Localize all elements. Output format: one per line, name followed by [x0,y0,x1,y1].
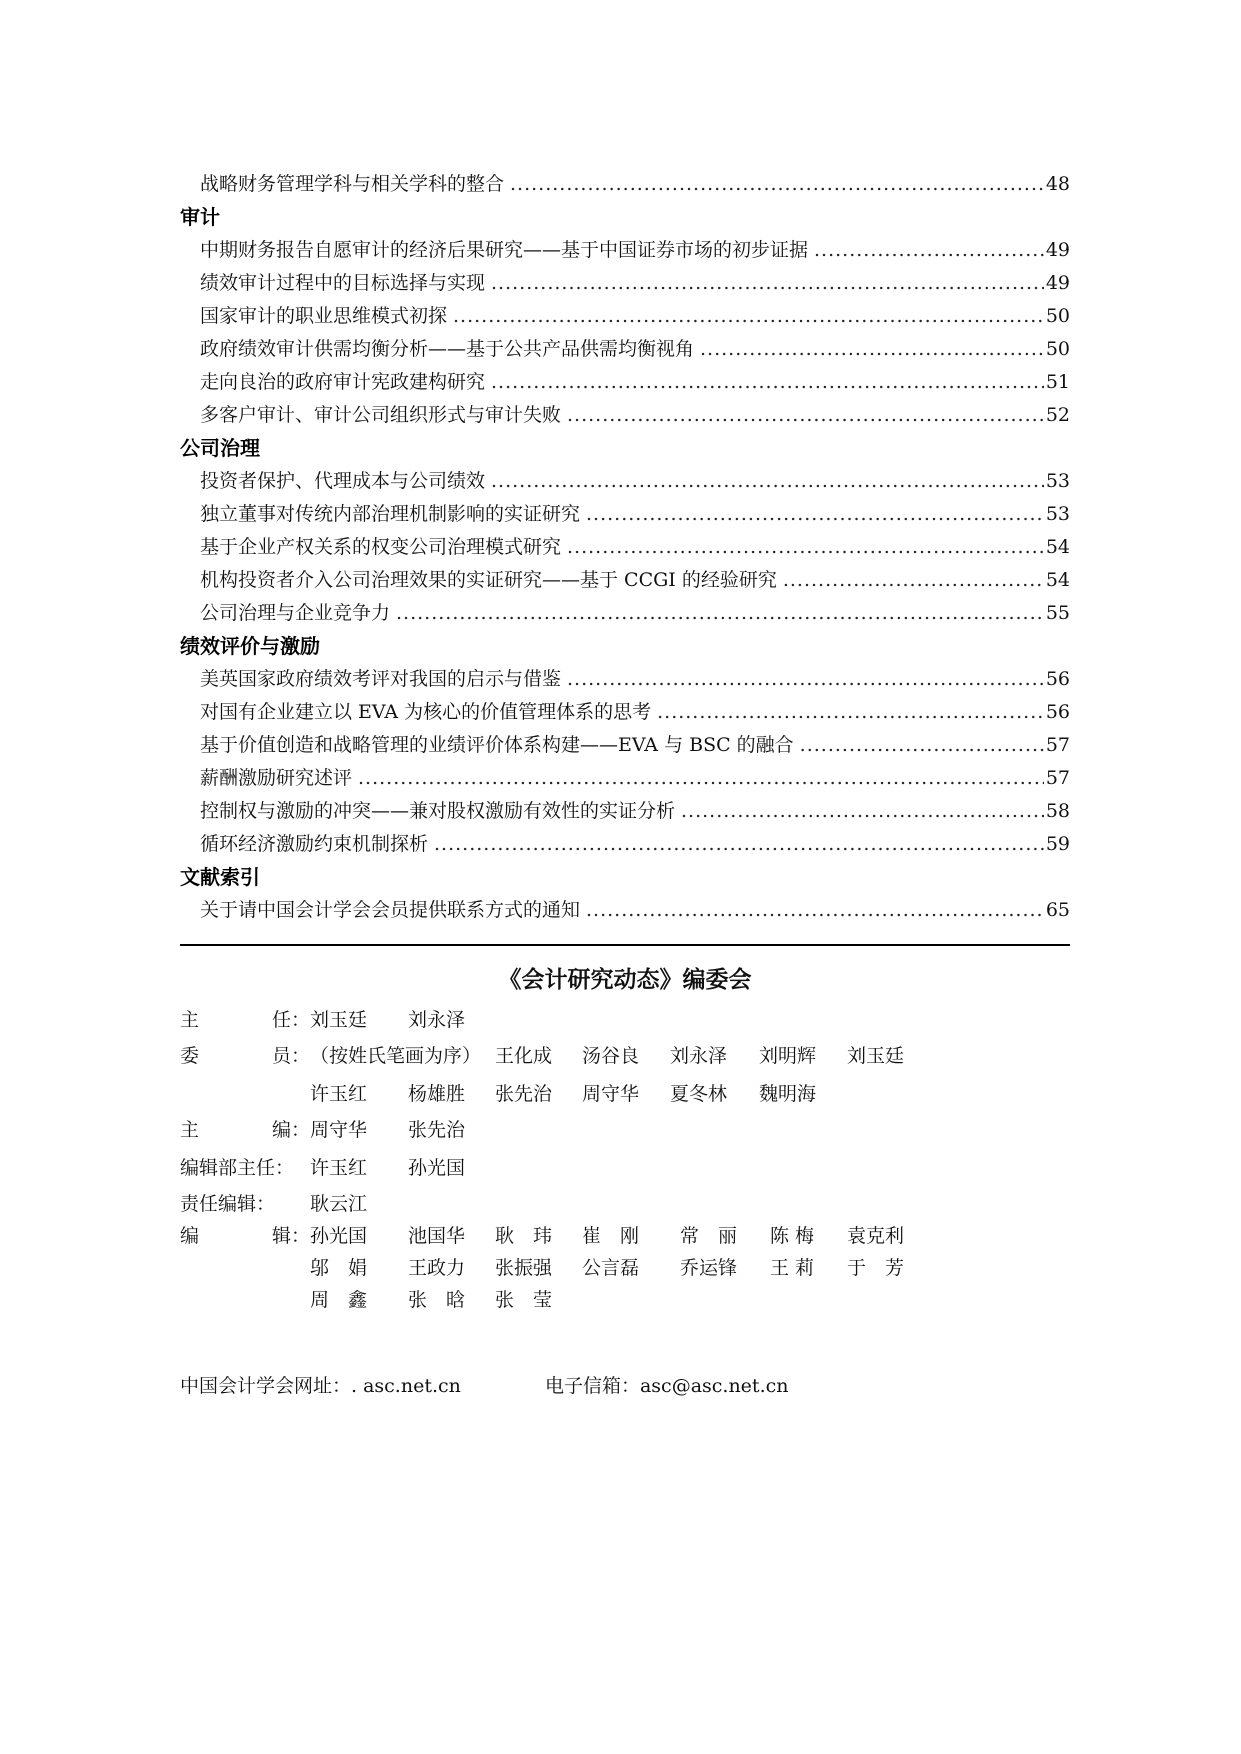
toc-page-number: 53 [1045,503,1070,525]
website-text: 中国会计学会网址：. asc.net.cn [180,1375,461,1397]
toc-entry [180,399,1070,432]
dot-leader [396,597,1044,630]
toc-page-number: 50 [1045,305,1070,327]
board-name: 常 丽 [680,1225,738,1247]
toc-entry [180,267,1070,300]
board-name: 邬 娟 [310,1257,368,1279]
board-name: 乔运锋 [680,1257,738,1279]
dot-leader [567,531,1044,564]
toc-entry-title: 国家审计的职业思维模式初探 [200,305,448,327]
director-label: 主 任： [180,1009,310,1031]
toc-page-number: 49 [1045,272,1070,294]
toc-page-number: 49 [1045,239,1070,261]
toc-entry-title: 控制权与激励的冲突——兼对股权激励有效性的实证分析 [200,800,676,822]
dot-leader [586,498,1044,531]
dot-leader [491,366,1044,399]
board-name: 杨雄胜 [408,1083,466,1105]
toc-entry-title: 战略财务管理学科与相关学科的整合 [200,173,505,195]
toc-entry-title: 多客户审计、审计公司组织形式与审计失败 [200,404,562,426]
toc-entry-title: 薪酬激励研究述评 [200,767,353,789]
board-name: 张先治 [408,1119,466,1141]
board-name: 周守华 [582,1083,640,1105]
dot-leader [681,795,1044,828]
toc-entry [180,168,1070,201]
toc-page-number: 57 [1045,767,1070,789]
toc-entry-title: 关于请中国会计学会会员提供联系方式的通知 [200,899,581,921]
toc-entry-title: 走向良治的政府审计宪政建构研究 [200,371,486,393]
board-name: 魏明海 [759,1083,817,1105]
dot-leader [358,762,1044,795]
board-name: 王政力 [408,1257,466,1279]
board-name: 张 莹 [495,1289,553,1311]
toc-page-number: 52 [1045,404,1070,426]
toc-page-number: 51 [1045,371,1070,393]
toc-entry [180,333,1070,366]
dept-label: 编辑部主任： [180,1157,295,1179]
board-name: 于 芳 [847,1257,905,1279]
board-name: 夏冬林 [670,1083,728,1105]
toc-entry-title: 政府绩效审计供需均衡分析——基于公共产品供需均衡视角 [200,338,695,360]
toc-entry [180,564,1070,597]
toc-entry [180,663,1070,696]
board-name: 耿云江 [310,1193,368,1215]
toc-entry [180,894,1070,927]
board-title: 《会计研究动态》编委会 [498,967,752,993]
email-text: 电子信箱：asc@asc.net.cn [544,1375,789,1397]
board-name: 张振强 [495,1257,553,1279]
toc-page-number: 58 [1045,800,1070,822]
toc-entry-title: 公司治理与企业竞争力 [200,602,391,624]
dot-leader [657,696,1044,729]
table-of-contents [180,168,1070,927]
board-name: 崔 刚 [582,1225,640,1247]
toc-entry [180,234,1070,267]
board-name: 刘永泽 [408,1009,466,1031]
contact-line [180,1370,788,1402]
toc-entry [180,366,1070,399]
toc-page-number: 59 [1045,833,1070,855]
toc-page-number: 48 [1045,173,1070,195]
board-name: 许玉红 [310,1157,368,1179]
toc-page-number: 56 [1045,668,1070,690]
toc-entry [180,531,1070,564]
board-name: 池国华 [408,1225,466,1247]
resp-label: 责任编辑： [180,1193,276,1215]
dot-leader [491,267,1044,300]
toc-entry [180,729,1070,762]
toc-section-title: 审计 [180,205,220,229]
dot-leader [567,663,1044,696]
board-name: 耿 玮 [495,1225,553,1247]
board-name: 张先治 [495,1083,553,1105]
board-name: 刘玉廷 [310,1009,368,1031]
toc-entry [180,696,1070,729]
toc-page-number: 65 [1045,899,1070,921]
dot-leader [586,894,1044,927]
toc-page-number: 50 [1045,338,1070,360]
toc-section-title: 公司治理 [180,436,260,460]
toc-entry [180,597,1070,630]
dot-leader [491,465,1044,498]
toc-page-number: 54 [1045,536,1070,558]
board-name: 张 晗 [408,1289,466,1311]
dot-leader [783,564,1044,597]
toc-section-title: 文献索引 [180,865,260,889]
board-name: 王化成 [495,1045,553,1067]
toc-entry [180,795,1070,828]
toc-entry-title: 绩效审计过程中的目标选择与实现 [200,272,486,294]
board-name: 公言磊 [582,1257,640,1279]
board-name: 汤谷良 [582,1045,640,1067]
toc-entry [180,465,1070,498]
toc-entry-title: 中期财务报告自愿审计的经济后果研究——基于中国证券市场的初步证据 [200,239,809,261]
toc-entry [180,300,1070,333]
dot-leader [567,399,1044,432]
toc-page-number: 54 [1045,569,1070,591]
members-label: 委 员： [180,1045,310,1067]
toc-entry [180,498,1070,531]
board-name: 刘玉廷 [847,1045,905,1067]
toc-entry [180,828,1070,861]
toc-entry-title: 美英国家政府绩效考评对我国的启示与借鉴 [200,668,562,690]
board-name: 刘永泽 [670,1045,728,1067]
dot-leader [814,234,1044,267]
board-name: 孙光国 [310,1225,368,1247]
toc-page-number: 55 [1045,602,1070,624]
dot-leader [700,333,1044,366]
dot-leader [453,300,1044,333]
toc-entry-title: 独立董事对传统内部治理机制影响的实证研究 [200,503,581,525]
toc-page-number: 56 [1045,701,1070,723]
board-name: 周守华 [310,1119,368,1141]
board-name: 刘明辉 [759,1045,817,1067]
board-name: 孙光国 [408,1157,466,1179]
chief-label: 主 编： [180,1119,310,1141]
dot-leader [434,828,1044,861]
board-name: 王 莉 [770,1257,815,1279]
toc-entry-title: 机构投资者介入公司治理效果的实证研究——基于 CCGI 的经验研究 [200,569,777,591]
toc-entry-title: 投资者保护、代理成本与公司绩效 [200,470,486,492]
divider [180,944,1070,946]
toc-section-title: 绩效评价与激励 [180,634,320,658]
toc-entry-title: 基于企业产权关系的权变公司治理模式研究 [200,536,562,558]
toc-entry-title: 循环经济激励约束机制探析 [200,833,429,855]
board-name: 许玉红 [310,1083,368,1105]
toc-entry [180,762,1070,795]
board-name: 周 鑫 [310,1289,368,1311]
dot-leader [800,729,1044,762]
toc-page-number: 57 [1045,734,1070,756]
toc-page-number: 53 [1045,470,1070,492]
board-name: 袁克利 [847,1225,905,1247]
dot-leader [510,168,1044,201]
toc-entry-title: 对国有企业建立以 EVA 为核心的价值管理体系的思考 [200,701,652,723]
editors-label: 编 辑： [180,1225,310,1247]
members-prefix: （按姓氏笔画为序） [310,1045,482,1067]
toc-entry-title: 基于价值创造和战略管理的业绩评价体系构建——EVA 与 BSC 的融合 [200,734,794,756]
board-name: 陈 梅 [770,1225,815,1247]
